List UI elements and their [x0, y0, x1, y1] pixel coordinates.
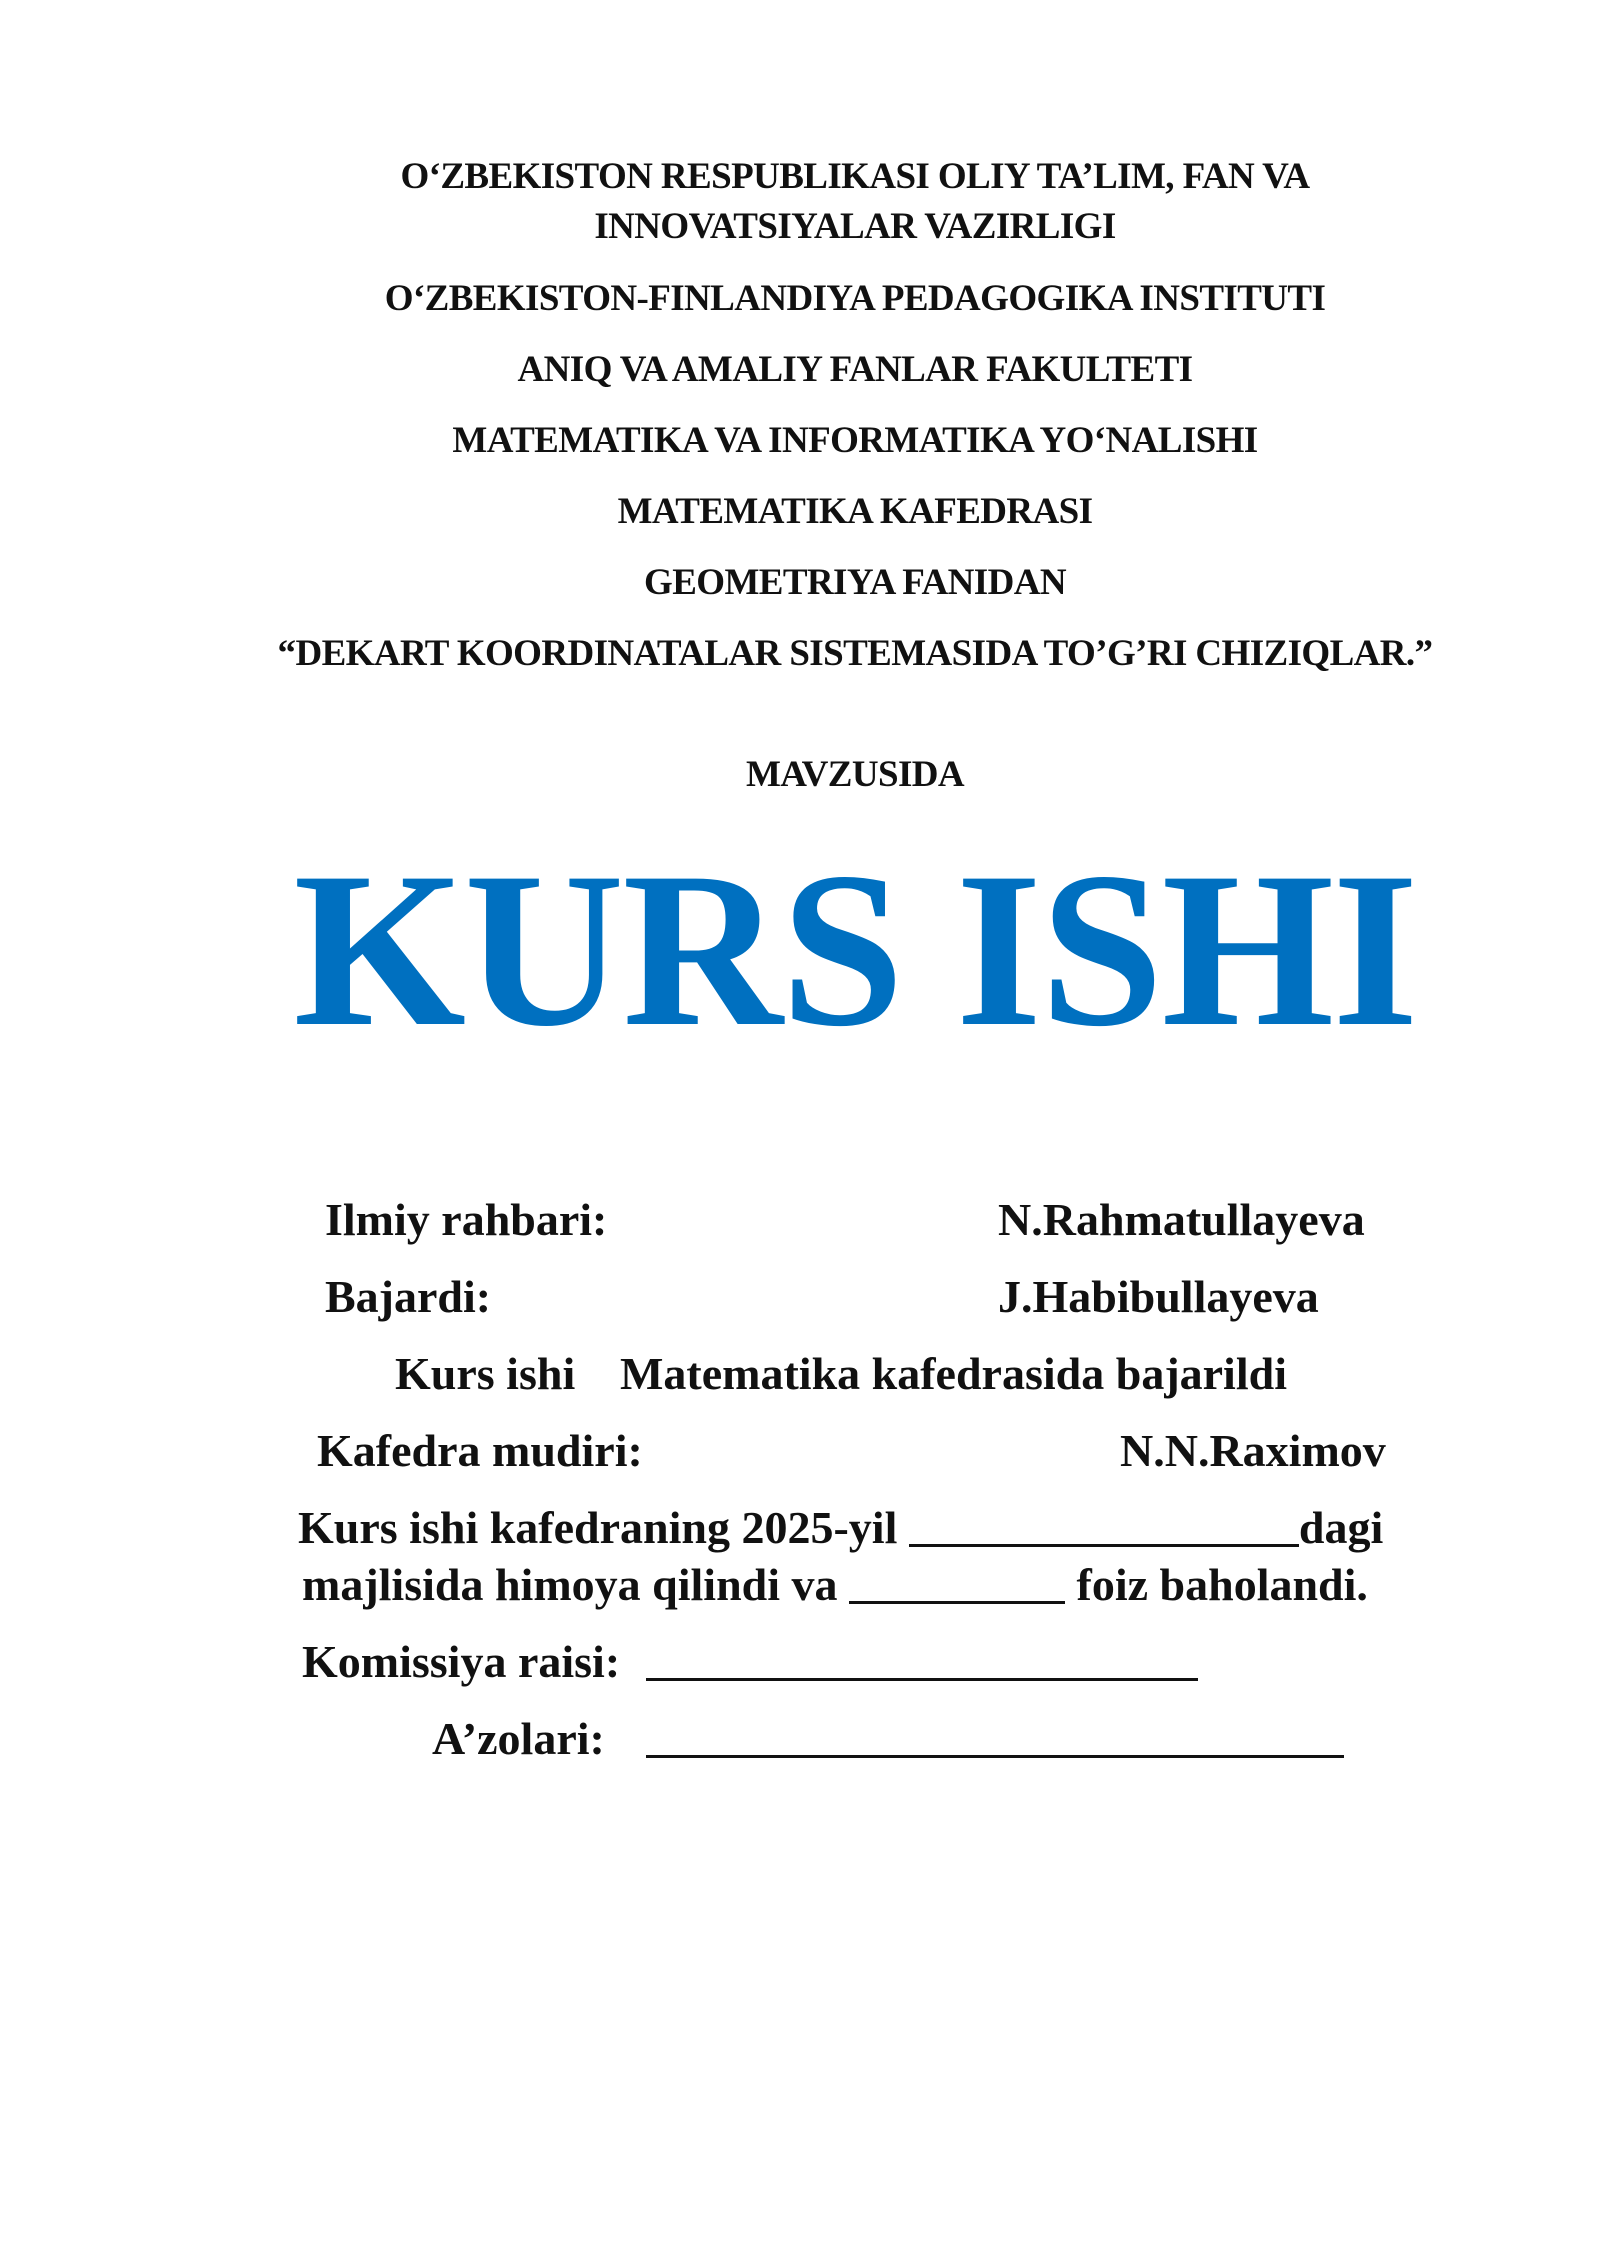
members-blank: [646, 1711, 1344, 1758]
department-heading: MATEMATIKA KAFEDRASI: [617, 491, 1093, 532]
members-label: A’zolari:: [432, 1713, 605, 1764]
direction-heading: MATEMATIKA VA INFORMATIKA YO‘NALISHI: [452, 420, 1258, 461]
institute-heading: O‘ZBEKISTON-FINLANDIYA PEDAGOGIKA INSTITUTI: [384, 278, 1326, 319]
topic-suffix: MAVZUSIDA: [745, 754, 964, 795]
defense-date-blank: [909, 1500, 1299, 1547]
performer-name: J.Habibullayeva: [998, 1271, 1319, 1322]
commission-chair-blank: [646, 1634, 1198, 1681]
ministry-heading: O‘ZBEKISTON RESPUBLIKASI OLIY TA’LIM, FAN VA INNOVATSIYALAR VAZIRLIGI: [400, 156, 1310, 247]
members-line: [432, 1710, 1344, 1768]
defense-line-1-end: dagi: [1298, 1502, 1384, 1553]
head-label: Kafedra mudiri:: [317, 1425, 643, 1476]
subject-heading: GEOMETRIYA FANIDAN: [644, 562, 1066, 603]
performer-label: Bajardi:: [325, 1271, 492, 1322]
topic-heading: “DEKART KOORDINATALAR SISTEMASIDA TO’G’RI CHIZIQLAR.”: [277, 633, 1433, 674]
grade-percent-blank: [849, 1557, 1065, 1604]
defense-line-2: [302, 1556, 1368, 1614]
head-name: N.N.Raximov: [1120, 1425, 1386, 1476]
faculty-heading: ANIQ VA AMALIY FANLAR FAKULTETI: [517, 349, 1193, 390]
defense-line-1-start: Kurs ishi kafedraning 2025-yil: [298, 1502, 898, 1553]
supervisor-name: N.Rahmatullayeva: [998, 1194, 1365, 1245]
defense-line-2-end: foiz baholandi.: [1076, 1559, 1368, 1610]
document-title: KURS ISHI: [293, 827, 1417, 1073]
commission-chair-label: Komissiya raisi:: [302, 1636, 621, 1687]
supervisor-label: Ilmiy rahbari:: [325, 1194, 608, 1245]
completed-prefix: Kurs ishi: [395, 1348, 576, 1399]
commission-chair-line: [302, 1633, 1198, 1691]
defense-line-1: [298, 1499, 1383, 1557]
completed-text: Matematika kafedrasida bajarildi: [620, 1348, 1287, 1399]
defense-line-2-start: majlisida himoya qilindi va: [302, 1559, 838, 1610]
